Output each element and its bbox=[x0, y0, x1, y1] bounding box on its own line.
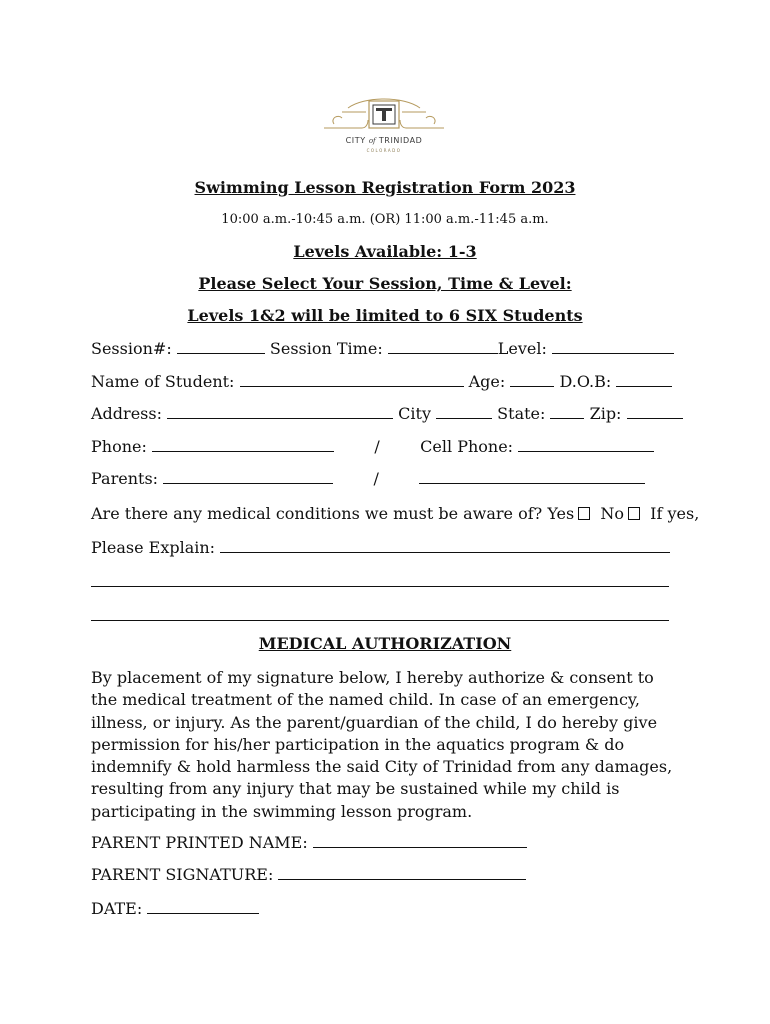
level-limit-note: Levels 1&2 will be limited to 6 SIX Students bbox=[187, 306, 583, 325]
dob-label: D.O.B: bbox=[559, 372, 612, 391]
address-label: Address: bbox=[91, 404, 162, 423]
address-row bbox=[91, 404, 683, 423]
zip-label: Zip: bbox=[589, 404, 622, 423]
logo-city-prefix: CITY bbox=[345, 136, 366, 145]
session-time-label: Session Time: bbox=[269, 339, 383, 358]
printed-name-label: PARENT PRINTED NAME: bbox=[91, 833, 308, 852]
city-of-trinidad-logo bbox=[318, 94, 450, 162]
form-title: Swimming Lesson Registration Form 2023 bbox=[194, 178, 576, 197]
phone-row bbox=[91, 437, 654, 456]
student-row bbox=[91, 372, 672, 391]
signature-field[interactable] bbox=[278, 865, 526, 880]
printed-name-row bbox=[91, 833, 527, 852]
logo-city-name: TRINIDAD bbox=[378, 136, 423, 145]
phone-field[interactable] bbox=[152, 437, 334, 452]
parents-separator: / bbox=[373, 469, 379, 488]
age-label: Age: bbox=[468, 372, 506, 391]
phone-label: Phone: bbox=[91, 437, 147, 456]
logo-emblem-icon bbox=[318, 94, 450, 136]
if-yes-label: If yes, bbox=[650, 504, 700, 523]
session-field[interactable] bbox=[177, 339, 265, 354]
explain-label: Please Explain: bbox=[91, 538, 216, 557]
yes-checkbox[interactable] bbox=[578, 507, 590, 520]
level-label: Level: bbox=[497, 339, 547, 358]
cell-phone-field[interactable] bbox=[518, 437, 654, 452]
logo-state: COLORADO bbox=[366, 148, 402, 153]
levels-available: Levels Available: 1-3 bbox=[293, 242, 477, 261]
session-row bbox=[91, 339, 674, 358]
zip-field[interactable] bbox=[627, 404, 683, 419]
parent-1-field[interactable] bbox=[163, 469, 333, 484]
student-name-field[interactable] bbox=[240, 372, 464, 387]
date-field[interactable] bbox=[147, 899, 259, 914]
no-checkbox[interactable] bbox=[628, 507, 640, 520]
state-field[interactable] bbox=[550, 404, 584, 419]
session-label: Session#: bbox=[91, 339, 172, 358]
date-row bbox=[91, 899, 259, 918]
city-label: City bbox=[398, 404, 431, 423]
explain-field[interactable] bbox=[220, 538, 670, 553]
cell-phone-label: Cell Phone: bbox=[420, 437, 514, 456]
dob-field[interactable] bbox=[616, 372, 672, 387]
explain-line-2[interactable] bbox=[91, 586, 669, 587]
select-instructions: Please Select Your Session, Time & Level: bbox=[198, 274, 572, 293]
age-field[interactable] bbox=[510, 372, 554, 387]
medical-question-row bbox=[91, 504, 699, 523]
authorization-text: By placement of my signature below, I hereby authorize & consent to the medical treatment of the named child. In case of an emergency, illness, or injury. As the parent/guardian of the child, I do hereby give permission for his/her participation in the aquatics program & do indemnify & hold harmless the said City of Trinidad from any damages, resulting from any injury that may be sustained while my child is participating in the swimming lesson program. bbox=[91, 668, 673, 821]
state-label: State: bbox=[497, 404, 546, 423]
printed-name-field[interactable] bbox=[313, 833, 527, 848]
address-field[interactable] bbox=[167, 404, 393, 419]
phone-separator: / bbox=[374, 437, 380, 456]
logo-wordmark bbox=[318, 136, 450, 145]
session-time-field[interactable] bbox=[388, 339, 498, 354]
date-label: DATE: bbox=[91, 899, 143, 918]
medical-authorization-heading: MEDICAL AUTHORIZATION bbox=[258, 634, 512, 653]
parents-label: Parents: bbox=[91, 469, 159, 488]
logo-city-of: of bbox=[368, 137, 376, 145]
no-label: No bbox=[600, 504, 624, 523]
signature-label: PARENT SIGNATURE: bbox=[91, 865, 274, 884]
medical-question-label: Are there any medical conditions we must be aware of? Yes bbox=[91, 504, 575, 523]
signature-row bbox=[91, 865, 526, 884]
parents-row bbox=[91, 469, 645, 488]
parent-2-field[interactable] bbox=[419, 469, 645, 484]
student-name-label: Name of Student: bbox=[91, 372, 235, 391]
session-times: 10:00 a.m.-10:45 a.m. (OR) 11:00 a.m.-11:45 a.m. bbox=[221, 212, 549, 227]
explain-row bbox=[91, 538, 670, 557]
explain-line-3[interactable] bbox=[91, 620, 669, 621]
city-field[interactable] bbox=[436, 404, 492, 419]
level-field[interactable] bbox=[552, 339, 674, 354]
